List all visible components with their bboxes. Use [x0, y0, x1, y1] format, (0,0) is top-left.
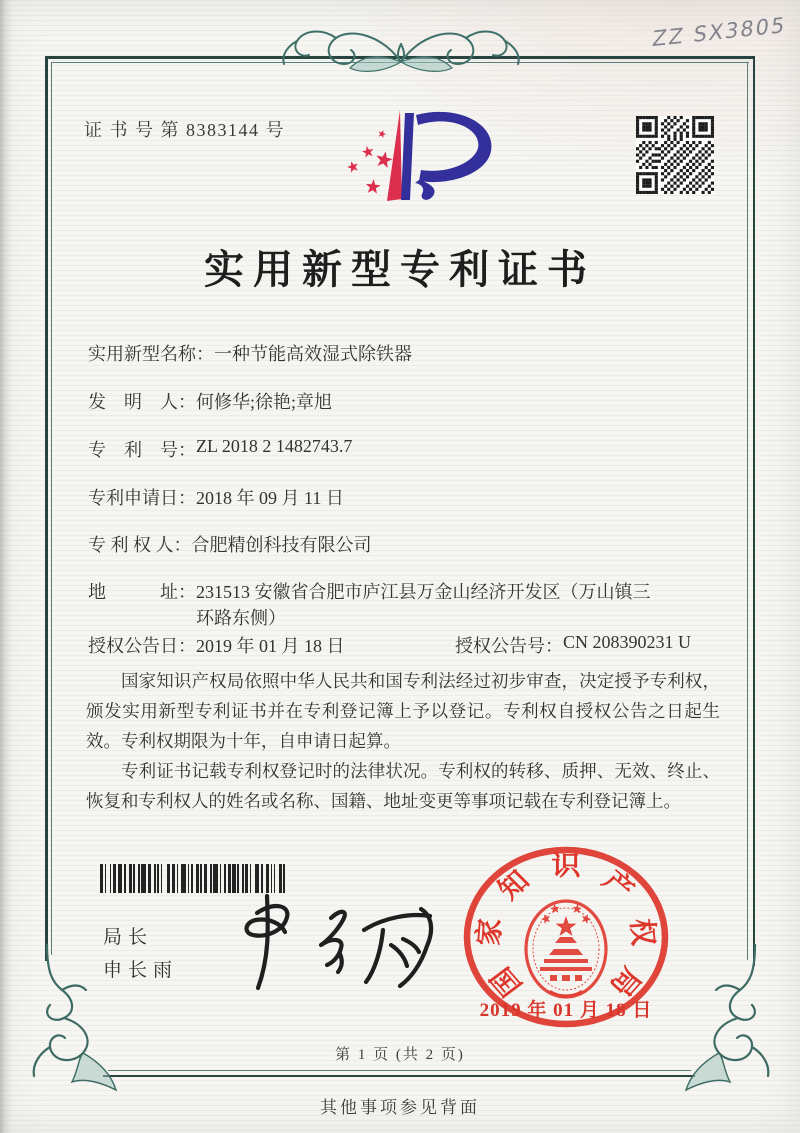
legal-paragraph-2: 专利证书记载专利权登记时的法律状况。专利权的转移、质押、无效、终止、恢复和专利权人的姓名或名称、国籍、地址变更等事项记载在专利登记簿上。 — [86, 761, 720, 811]
field-value: 2019 年 01 月 18 日 — [196, 636, 345, 656]
barcode-bar — [210, 864, 212, 893]
field-value: 何修华;徐艳;章旭 — [196, 392, 333, 412]
frame-bottom-outer — [103, 1075, 695, 1078]
barcode-bar — [124, 864, 126, 893]
barcode-bar — [118, 864, 123, 893]
field-row-patent-number — [88, 436, 720, 462]
barcode-bar — [148, 864, 151, 893]
seal-character: 权 — [625, 917, 660, 947]
barcode-bar — [191, 864, 193, 893]
barcode-bar — [113, 864, 116, 893]
field-row-patentee — [88, 531, 720, 557]
barcode-bar — [100, 864, 103, 893]
field-label: 授权公告日： — [88, 636, 196, 656]
field-row-inventors — [88, 388, 720, 414]
barcode-bar — [110, 864, 112, 893]
field-row-name — [88, 340, 720, 366]
field-label: 专 利 号： — [88, 440, 196, 460]
barcode-bar — [188, 864, 190, 893]
legal-text — [86, 666, 720, 816]
barcode-bar — [177, 864, 179, 893]
field-value: 231513 安徽省合肥市庐江县万金山经济开发区（万山镇三环路东侧） — [196, 582, 651, 628]
national-emblem — [520, 897, 612, 1001]
barcode-bar — [172, 864, 175, 893]
field-value: 合肥精创科技有限公司 — [191, 535, 372, 555]
seal-character: 知 — [491, 864, 536, 906]
barcode-bar — [157, 864, 159, 893]
bottom-right-flourish-ornament — [680, 944, 776, 1094]
seal-character: 局 — [603, 961, 648, 1002]
barcode-bar — [141, 864, 146, 893]
field-label: 专 利 权 人： — [88, 535, 192, 555]
legal-paragraph-1: 国家知识产权局依照中华人民共和国专利法经过初步审查，决定授予专利权，颁发实用新型专利证书并在专利登记簿上予以登记。专利权自授权公告之日起生效。专利权期限为十年，自申请日起算。 — [86, 671, 720, 751]
barcode-bar — [133, 864, 135, 893]
certificate-number: 证 书 号 第 8383144 号 — [84, 120, 285, 140]
qr-code — [636, 116, 714, 194]
frame-left-inner — [51, 62, 52, 955]
barcode-bar — [204, 864, 207, 893]
field-label: 地 址： — [88, 582, 196, 602]
barcode-bar — [200, 864, 202, 893]
field-row-filing-date — [88, 484, 720, 510]
cnipa-logo — [338, 104, 510, 236]
frame-right-inner — [747, 62, 748, 960]
field-label: 专利申请日： — [88, 488, 196, 508]
field-row-address — [88, 578, 720, 630]
frame-left-outer — [45, 56, 48, 961]
field-value: ZL 2018 2 1482743.7 — [196, 436, 353, 456]
seal-character: 家 — [472, 917, 507, 947]
barcode-bar — [167, 864, 170, 893]
commissioner-signature — [215, 885, 445, 1000]
seal-character: 识 — [551, 851, 581, 881]
field-label: 发 明 人： — [88, 392, 196, 412]
seal-date: 2019 年 01 月 18 日 — [479, 1000, 653, 1021]
commissioner-title: 局长 — [103, 927, 154, 948]
field-value: 一种节能高效湿式除铁器 — [214, 344, 412, 364]
frame-right-outer — [753, 56, 756, 966]
seal-character: 国 — [484, 961, 529, 1002]
field-value: CN 208390231 U — [563, 632, 692, 652]
seal-character: 产 — [596, 864, 641, 906]
certificate-title: 实用新型专利证书 — [204, 247, 596, 292]
handwritten-note: ZZ SX3805 — [651, 12, 788, 52]
barcode-bar — [181, 864, 186, 893]
field-row-grant — [88, 632, 720, 658]
barcode-bar — [105, 864, 107, 893]
barcode-bar — [196, 864, 199, 893]
page-indicator: 第 1 页 (共 2 页) — [335, 1047, 465, 1063]
top-flourish-ornament — [278, 22, 524, 84]
frame-bottom-inner — [108, 1070, 691, 1071]
commissioner-name: 申长雨 — [103, 960, 179, 981]
field-label: 授权公告号： — [455, 636, 563, 656]
back-side-note: 其他事项参见背面 — [320, 1098, 480, 1117]
barcode-bar — [138, 864, 140, 893]
barcode-bar — [129, 864, 132, 893]
field-label: 实用新型名称： — [88, 344, 214, 364]
barcode-bar — [161, 864, 163, 893]
barcode-bar — [154, 864, 156, 893]
field-value: 2018 年 09 月 11 日 — [196, 488, 344, 508]
